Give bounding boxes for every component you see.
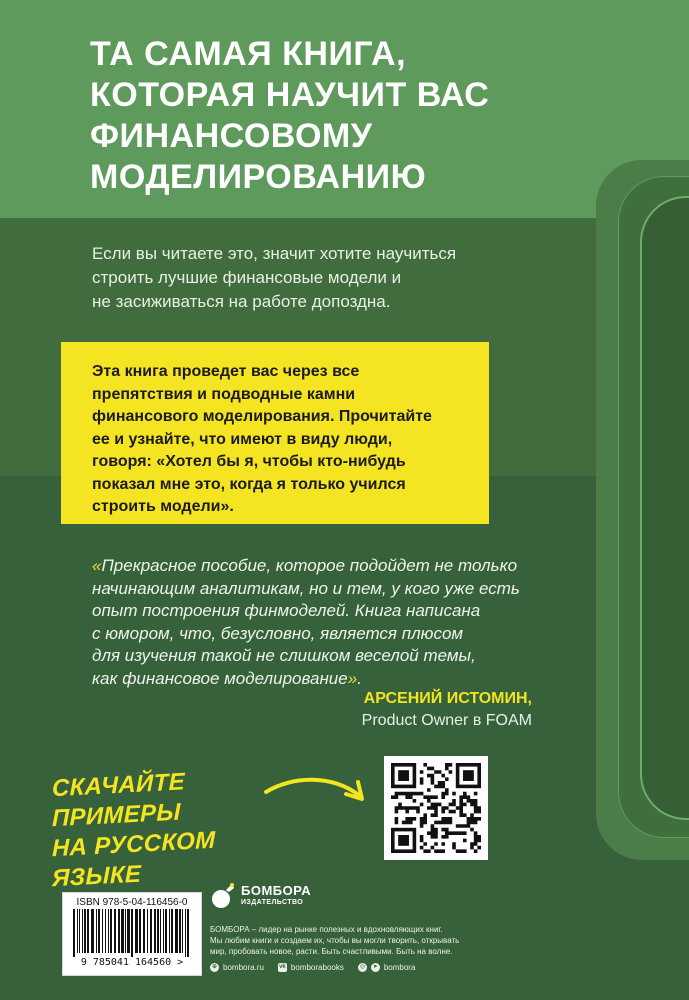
- barcode-bars: [71, 909, 193, 957]
- headline: [90, 34, 610, 198]
- vk-icon: vk: [279, 963, 286, 970]
- publisher-name: БОМБОРА: [241, 883, 312, 898]
- quote-line: начинающим аналитикам, но и тем, у кого уже есть: [92, 578, 520, 598]
- decor-frame-inner: [640, 196, 689, 820]
- bombora-logo: [210, 882, 236, 910]
- download-line: НА РУССКОМ ЯЗЫКЕ: [52, 826, 216, 893]
- publisher-desc-line: мир, пробовать новое, расти. Быть счастливыми. Быть на волне.: [210, 947, 453, 956]
- highlight-text: [92, 361, 482, 519]
- quote-line: для изучения такой не слишком веселой темы,: [92, 646, 476, 665]
- isbn-label: ISBN 978-5-04-116456-0: [76, 897, 188, 908]
- quote-close-mark: »: [347, 668, 358, 688]
- publisher-links: [210, 961, 415, 973]
- vk-link[interactable]: bomborabooks: [290, 962, 344, 972]
- lead-line: строить лучшие финансовые модели и: [92, 268, 402, 287]
- qr-code-pattern: [384, 756, 488, 860]
- highlight-line: строить модели».: [92, 498, 234, 515]
- quote-end: .: [357, 668, 362, 688]
- quote-author: АРСЕНИЙ ИСТОМИН,: [363, 690, 532, 707]
- highlight-line: говоря: «Хотел бы я, чтобы кто-нибудь: [92, 453, 406, 470]
- quote-open-mark: «: [92, 556, 102, 575]
- publisher-desc-line: Мы любим книги и создаем их, чтобы вы могли творить, открывать: [210, 936, 460, 945]
- headline-line: ФИНАНСОВОМУ: [90, 117, 373, 155]
- highlight-line: препятствия и подводные камни: [92, 385, 356, 403]
- highlight-line: показал мне это, когда я только учился: [92, 475, 406, 493]
- barcode: [62, 892, 202, 976]
- publisher-desc-line: БОМБОРА – лидер на рынке полезных и вдохновляющих книг.: [210, 925, 443, 934]
- arrow-icon: [262, 772, 372, 808]
- lead-line: Если вы читаете это, значит хотите научиться: [92, 244, 457, 263]
- quote-line: как финансовое моделирование: [92, 668, 348, 688]
- site-link[interactable]: bombora.ru: [223, 962, 264, 972]
- highlight-line: финансового моделирования. Прочитайте: [92, 408, 432, 425]
- qr-code[interactable]: [384, 756, 488, 860]
- social-link[interactable]: bombora: [383, 962, 416, 972]
- telegram-icon: ➤: [372, 963, 378, 970]
- barcode-digits: 9 785041 164560 >: [80, 957, 184, 968]
- lead-line: не засиживаться на работе допоздна.: [92, 292, 391, 311]
- quote-line: опыт построения финмоделей. Книга написана: [92, 601, 481, 620]
- quote-line: Прекрасное пособие, которое подойдет не только: [101, 556, 518, 575]
- headline-line: КОТОРАЯ НАУЧИТ ВАС: [90, 76, 490, 114]
- publisher-description: [210, 924, 480, 957]
- highlight-line: ее и узнайте, что имеют в виду люди,: [92, 430, 393, 448]
- headline-line: МОДЕЛИРОВАНИЮ: [90, 158, 427, 196]
- instagram-icon: ◎: [359, 963, 365, 970]
- quote-author-role: Product Owner в FOAM: [361, 712, 532, 729]
- quote-line: с юмором, что, безусловно, является плюсом: [92, 623, 464, 643]
- download-examples-callout: [52, 762, 292, 895]
- lead-paragraph: [92, 242, 532, 314]
- publisher-subtitle: ИЗДАТЕЛЬСТВО: [241, 899, 304, 906]
- headline-line: ТА САМАЯ КНИГА,: [90, 35, 407, 73]
- review-quote: [92, 555, 542, 690]
- highlight-line: Эта книга проведет вас через все: [92, 363, 360, 380]
- download-line: СКАЧАЙТЕ ПРИМЕРЫ: [52, 768, 185, 833]
- globe-icon: ⊕: [211, 963, 218, 970]
- highlight-box: [61, 342, 489, 524]
